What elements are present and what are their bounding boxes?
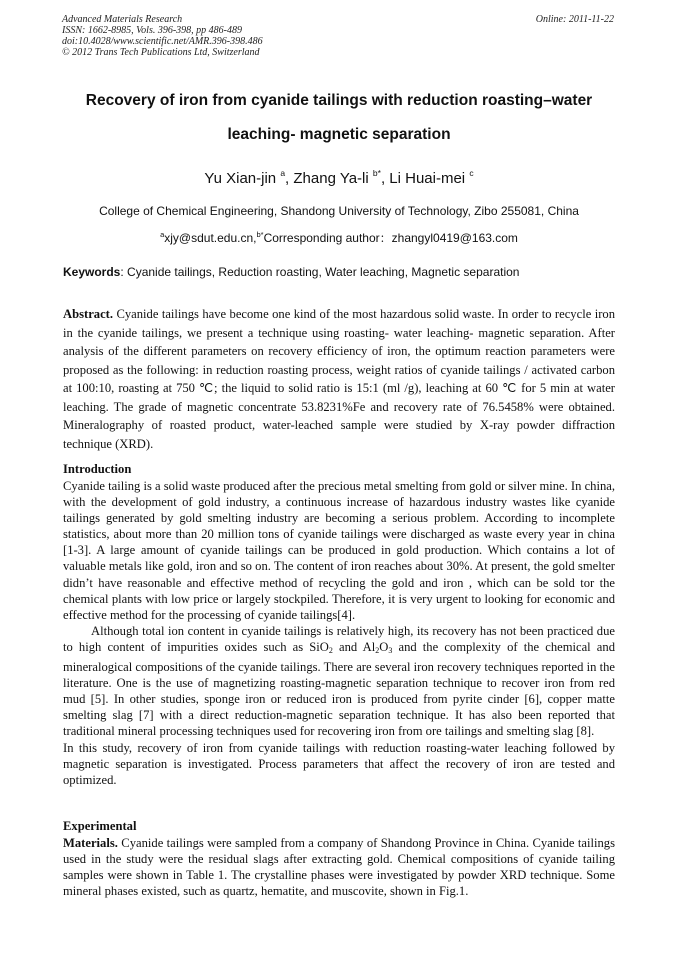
author-sup: c bbox=[469, 168, 474, 178]
intro-paragraph-3: In this study, recovery of iron from cyanide tailings with reduction roasting-water leaching followed by magnetic separation is investigated. Process parameters that affect the recovery of iron are tested and optimized. bbox=[63, 740, 615, 787]
keywords-label: Keywords bbox=[63, 265, 121, 279]
journal-name: Advanced Materials Research bbox=[62, 14, 183, 25]
subscript: 2 bbox=[375, 645, 380, 655]
materials-text: Cyanide tailings were sampled from a company of Shandong Province in China. Cyanide tailings used in the study were the residual slags after extracting gold. Chemical compositions of cyanide tailing samples were shown in Table 1. The crystalline phases were investigated by powder XRD technique. Some mineral phases existed, such as quartz, hematite, and muscovite, shown in Fig.1. bbox=[63, 836, 615, 899]
introduction-heading: Introduction bbox=[63, 462, 132, 476]
experimental-heading: Experimental bbox=[63, 819, 137, 833]
intro-p2-text: Although total ion content in cyanide tailings is relatively high, its recovery has not been practiced due to high content of impurities oxides such as SiO bbox=[63, 623, 615, 654]
author-sup: a bbox=[280, 168, 286, 178]
email-a[interactable]: xjy@sdut.edu.cn, bbox=[164, 231, 257, 245]
intro-p2-text: and the complexity of the chemical and mineralogical compositions of the cyanide tailings. There are several iron recovery techniques reported in the literature. One is the use of magnetizing roasting-magnetic separation technique to recover iron from red mud [5]. In other studies, sponge iron or reduced iron is produced from pyrite cinder [6], copper matte smelting slag [7] with a direct reduction-magnetic separation technique. It has also been reported that traditional mineral processing techniques used for recovering iron from ore tailings and smelting slag [8]. bbox=[63, 639, 615, 739]
email-sup-a: a bbox=[160, 230, 165, 239]
copyright-line: © 2012 Trans Tech Publications Ltd, Switzerland bbox=[62, 47, 260, 58]
subscript: 2 bbox=[328, 645, 333, 655]
experimental-body bbox=[63, 835, 615, 899]
intro-p2-text: O bbox=[379, 639, 389, 654]
introduction-body bbox=[63, 478, 615, 788]
author-sup: b* bbox=[372, 168, 381, 178]
issn-line: ISSN: 1662-8985, Vols. 396-398, pp 486-489 bbox=[62, 25, 242, 36]
materials-label: Materials. bbox=[63, 836, 118, 850]
abstract-label: Abstract. bbox=[63, 307, 114, 321]
doi-line: doi:10.4028/www.scientific.net/AMR.396-398.486 bbox=[62, 36, 263, 47]
author-separator: , bbox=[380, 170, 390, 187]
intro-paragraph-1: Cyanide tailing is a solid waste produced after the precious metal smelting from gold or silver mine. In china, with the development of gold industry, a continuous increase of hazardous industry wastes like cyanide tailings generated by gold smelting industry are becoming a serious problem. According to incomplete statistics, about more than 20 million tons of cyanide tailings were discharged as waste every year in china [1-3]. A large amount of cyanide tailings can be produced in gold production. Which contains a lot of valuable metals like gold, iron and so on. The content of iron reaches about 30%. At present, the gold smelter didn’t have reasonable and effective method of recycling the gold and iron , which can be sold tor the chemical plants with low price or largely stockpiled. Therefore, it is very urgent to looking for economic and effective method for the processing of cyanide tailings[4]. bbox=[63, 479, 615, 622]
intro-p2-text: and Al bbox=[332, 639, 376, 654]
subscript: 3 bbox=[388, 645, 393, 655]
online-date: Online: 2011-11-22 bbox=[535, 14, 614, 25]
paper-title-line-2: leaching- magnetic separation bbox=[227, 126, 451, 143]
affiliation: College of Chemical Engineering, Shandong University of Technology, Zibo 255081, China bbox=[99, 204, 579, 218]
corresponding-author[interactable]: Corresponding author：zhangyl0419@163.com bbox=[263, 231, 518, 245]
paper-title-line-1: Recovery of iron from cyanide tailings with reduction roasting–water bbox=[85, 92, 593, 109]
abstract-text: Cyanide tailings have become one kind of the most hazardous solid waste. In order to recycle iron in the cyanide tailings, we present a technique using roasting- water leaching- magnetic separation. After analysis of the different parameters on recovery efficiency of iron, the optimum reaction parameters were proposed as the following: in reduction roasting process, weight ratios of cyanide tailings / activated carbon at 100:10, roasting at 750 ℃; the liquid to solid ratio is 15:1 (ml /g), leaching at 60 ℃ for 5 min at water leaching. The grade of magnetic concentrate 53.8231%Fe and recovery rate of 76.5458% were obtained. Mineralography of roasted product, water-leached sample were studied by X-ray powder diffraction technique (XRD). bbox=[63, 307, 615, 451]
keywords bbox=[63, 265, 619, 279]
author-name: Li Huai-mei bbox=[389, 170, 466, 187]
author-separator: , bbox=[285, 170, 294, 187]
author-list bbox=[60, 168, 618, 187]
email-sup-b: b* bbox=[256, 230, 264, 239]
keywords-text: : Cyanide tailings, Reduction roasting, Water leaching, Magnetic separation bbox=[120, 265, 520, 279]
abstract bbox=[63, 305, 615, 453]
materials-paragraph bbox=[63, 835, 615, 899]
author-name: Yu Xian-jin bbox=[204, 170, 277, 187]
journal-header bbox=[62, 14, 263, 58]
intro-paragraph-2 bbox=[63, 623, 615, 740]
author-name: Zhang Ya-li bbox=[293, 170, 369, 187]
author-emails bbox=[60, 229, 618, 246]
